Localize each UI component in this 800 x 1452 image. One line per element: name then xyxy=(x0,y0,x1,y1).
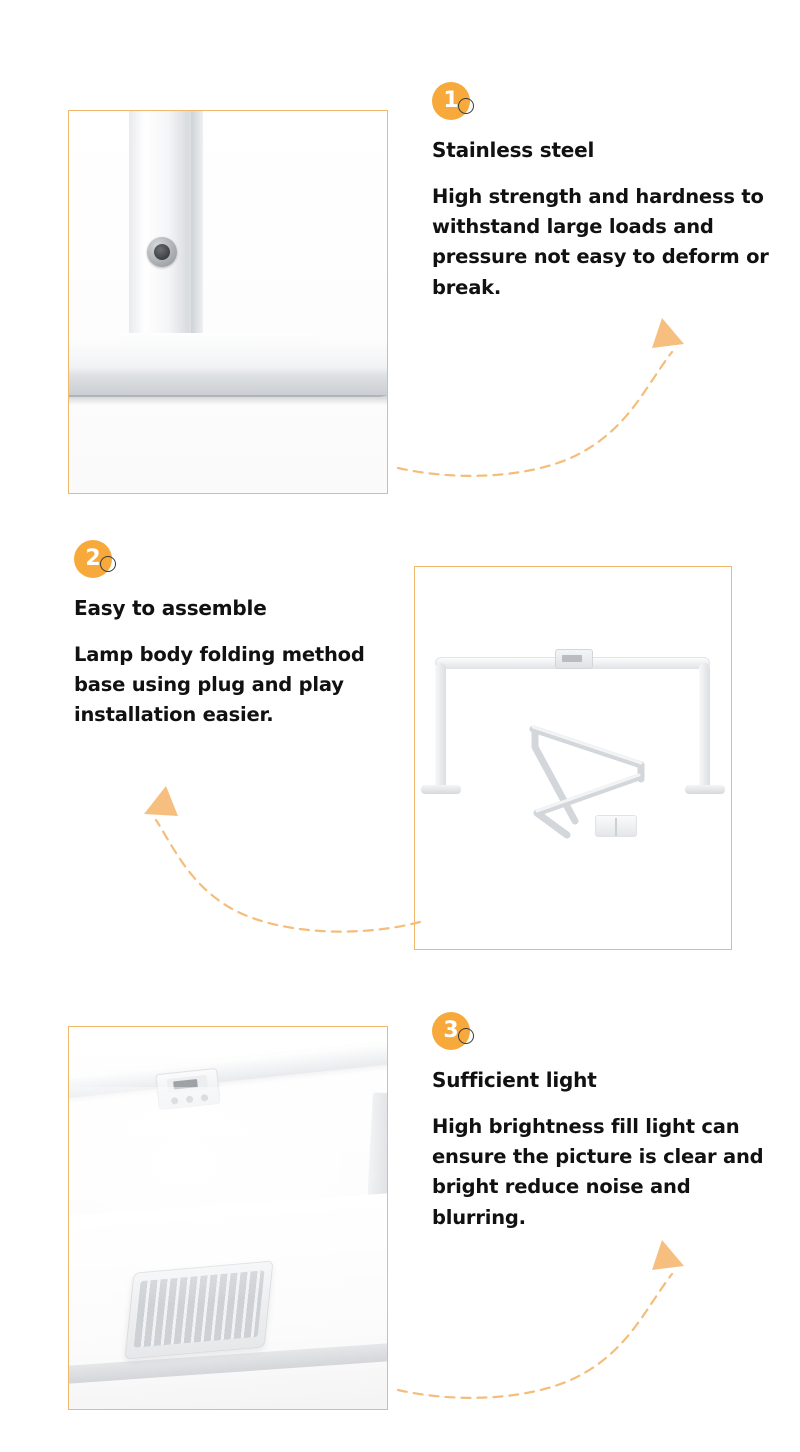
feature-1-arrow xyxy=(390,300,700,480)
feature-1-badge xyxy=(432,82,772,128)
feature-3-number: 3 xyxy=(432,1012,470,1050)
feature-1-number: 1 xyxy=(432,82,470,120)
feature-3-badge-ring xyxy=(458,1028,474,1044)
feature-2-image-frame xyxy=(414,566,732,950)
feature-3-arrow xyxy=(390,1222,700,1402)
feature-1-badge-ring xyxy=(458,98,474,114)
feature-1-image-frame xyxy=(68,110,388,494)
feature-3-description: High brightness fill light can ensure the picture is clear and bright reduce noise and blurring. xyxy=(432,1115,764,1229)
feature-3-title: Sufficient light xyxy=(432,1068,597,1092)
feature-1-description: High strength and hardness to withstand large loads and pressure not easy to deform or break. xyxy=(432,185,769,299)
feature-2-arrow xyxy=(130,770,430,940)
feature-2-text xyxy=(74,540,414,731)
feature-3-text xyxy=(432,1012,772,1233)
feature-2-badge-ring xyxy=(100,556,116,572)
feature-2-title: Easy to assemble xyxy=(74,596,267,620)
feature-3-photo xyxy=(69,1027,387,1409)
feature-2-description: Lamp body folding method base using plug and play installation easier. xyxy=(74,643,365,727)
feature-2-photo xyxy=(415,567,731,949)
feature-1-text xyxy=(432,82,772,303)
feature-1-photo xyxy=(69,111,387,493)
feature-2-badge xyxy=(74,540,414,586)
feature-1-title: Stainless steel xyxy=(432,138,595,162)
feature-3-image-frame xyxy=(68,1026,388,1410)
feature-3-badge xyxy=(432,1012,772,1058)
feature-2-number: 2 xyxy=(74,540,112,578)
